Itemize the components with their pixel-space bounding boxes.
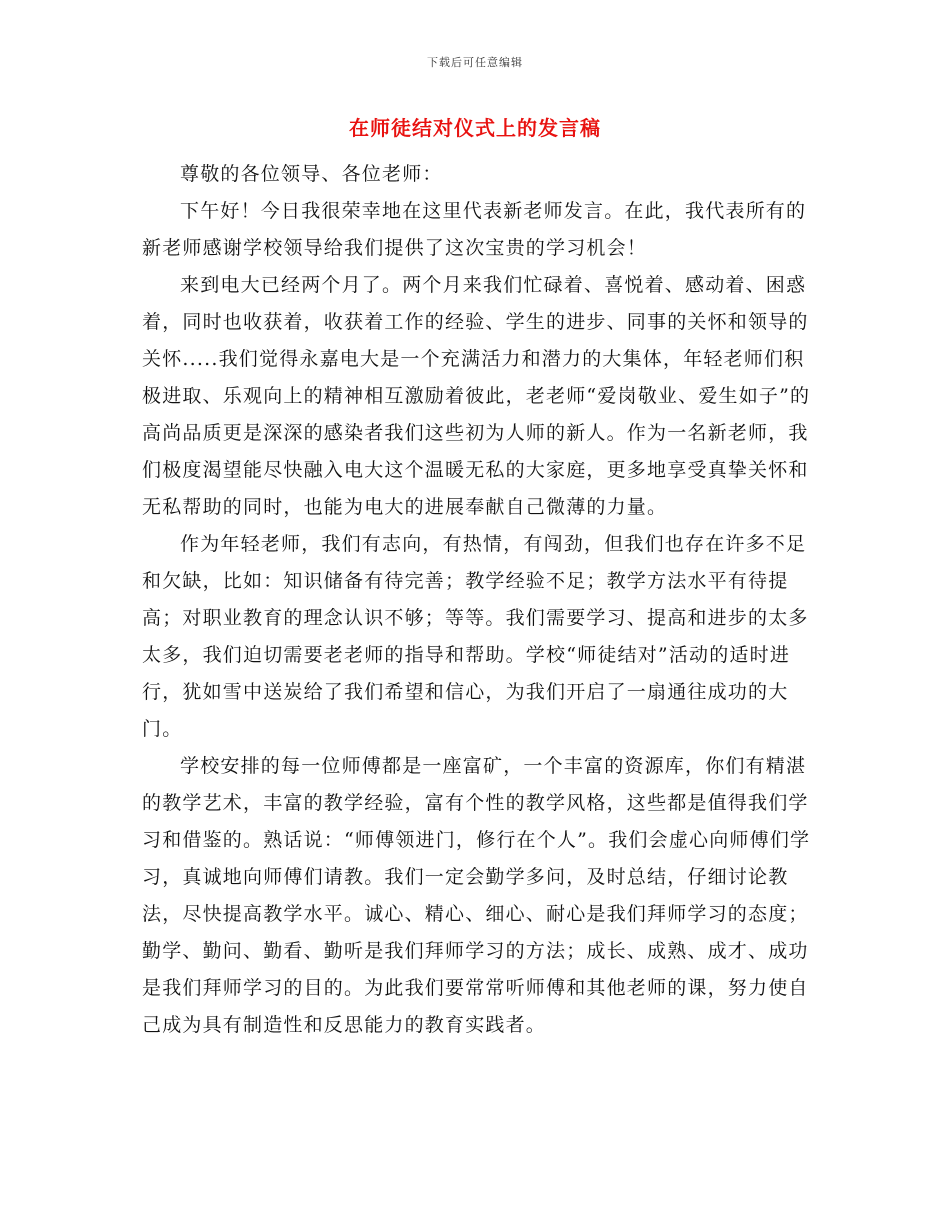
body-paragraph: 来到电大已经两个月了。两个月来我们忙碌着、喜悦着、感动着、困惑着，同时也收获着，收获着工作的经验、学生的进步、同事的关怀和领导的关怀.....我们觉得永嘉电大是一个充满活力和潜力的大集体，年轻老师们积极进取、乐观向上的精神相互激励着彼此，老老师“爱岗敬业、爱生如子”的高尚品质更是深深的感染者我们这些初为人师的新人。作为一名新老师，我们极度渴望能尽快融入电大这个温暖无私的大家庭，更多地享受真挚关怀和无私帮助的同时，也能为电大的进展奉献自己微薄的力量。 bbox=[142, 274, 811, 518]
salutation-paragraph: 尊敬的各位领导、各位老师： bbox=[180, 163, 443, 185]
page-title: 在师徒结对仪式上的发言稿 bbox=[349, 116, 601, 140]
body-paragraph: 作为年轻老师，我们有志向，有热情，有闯劲，但我们也存在许多不足和欠缺，比如：知识储备有待完善；教学经验不足；教学方法水平有待提高；对职业教育的理念认识不够；等等。我们需要学习、提高和进步的太多太多，我们迫切需要老老师的指导和帮助。学校“师徒结对”活动的适时进行，犹如雪中送炭给了我们希望和信心，为我们开启了一扇通往成功的大门。 bbox=[142, 533, 809, 740]
header-note: 下载后可任意编辑 bbox=[427, 56, 523, 69]
body-paragraph: 学校安排的每一位师傅都是一座富矿，一个丰富的资源库，你们有精湛的教学艺术，丰富的教学经验，富有个性的教学风格，这些都是值得我们学习和借鉴的。熟话说：“师傅领进门，修行在个人”。我们会虚心向师傅们学习，真诚地向师傅们请教。我们一定会勤学多问，及时总结，仔细讨论教法，尽快提高教学水平。诚心、精心、细心、耐心是我们拜师学习的态度；勤学、勤问、勤看、勤听是我们拜师学习的方法；成长、成熟、成才、成功是我们拜师学习的目的。为此我们要常常听师傅和其他老师的课，努力使自己成为具有制造性和反思能力的教育实践者。 bbox=[142, 755, 811, 1036]
body-paragraph: 下午好！今日我很荣幸地在这里代表新老师发言。在此，我代表所有的新老师感谢学校领导给我们提供了这次宝贵的学习机会！ bbox=[142, 200, 807, 259]
document-body bbox=[142, 156, 814, 1044]
